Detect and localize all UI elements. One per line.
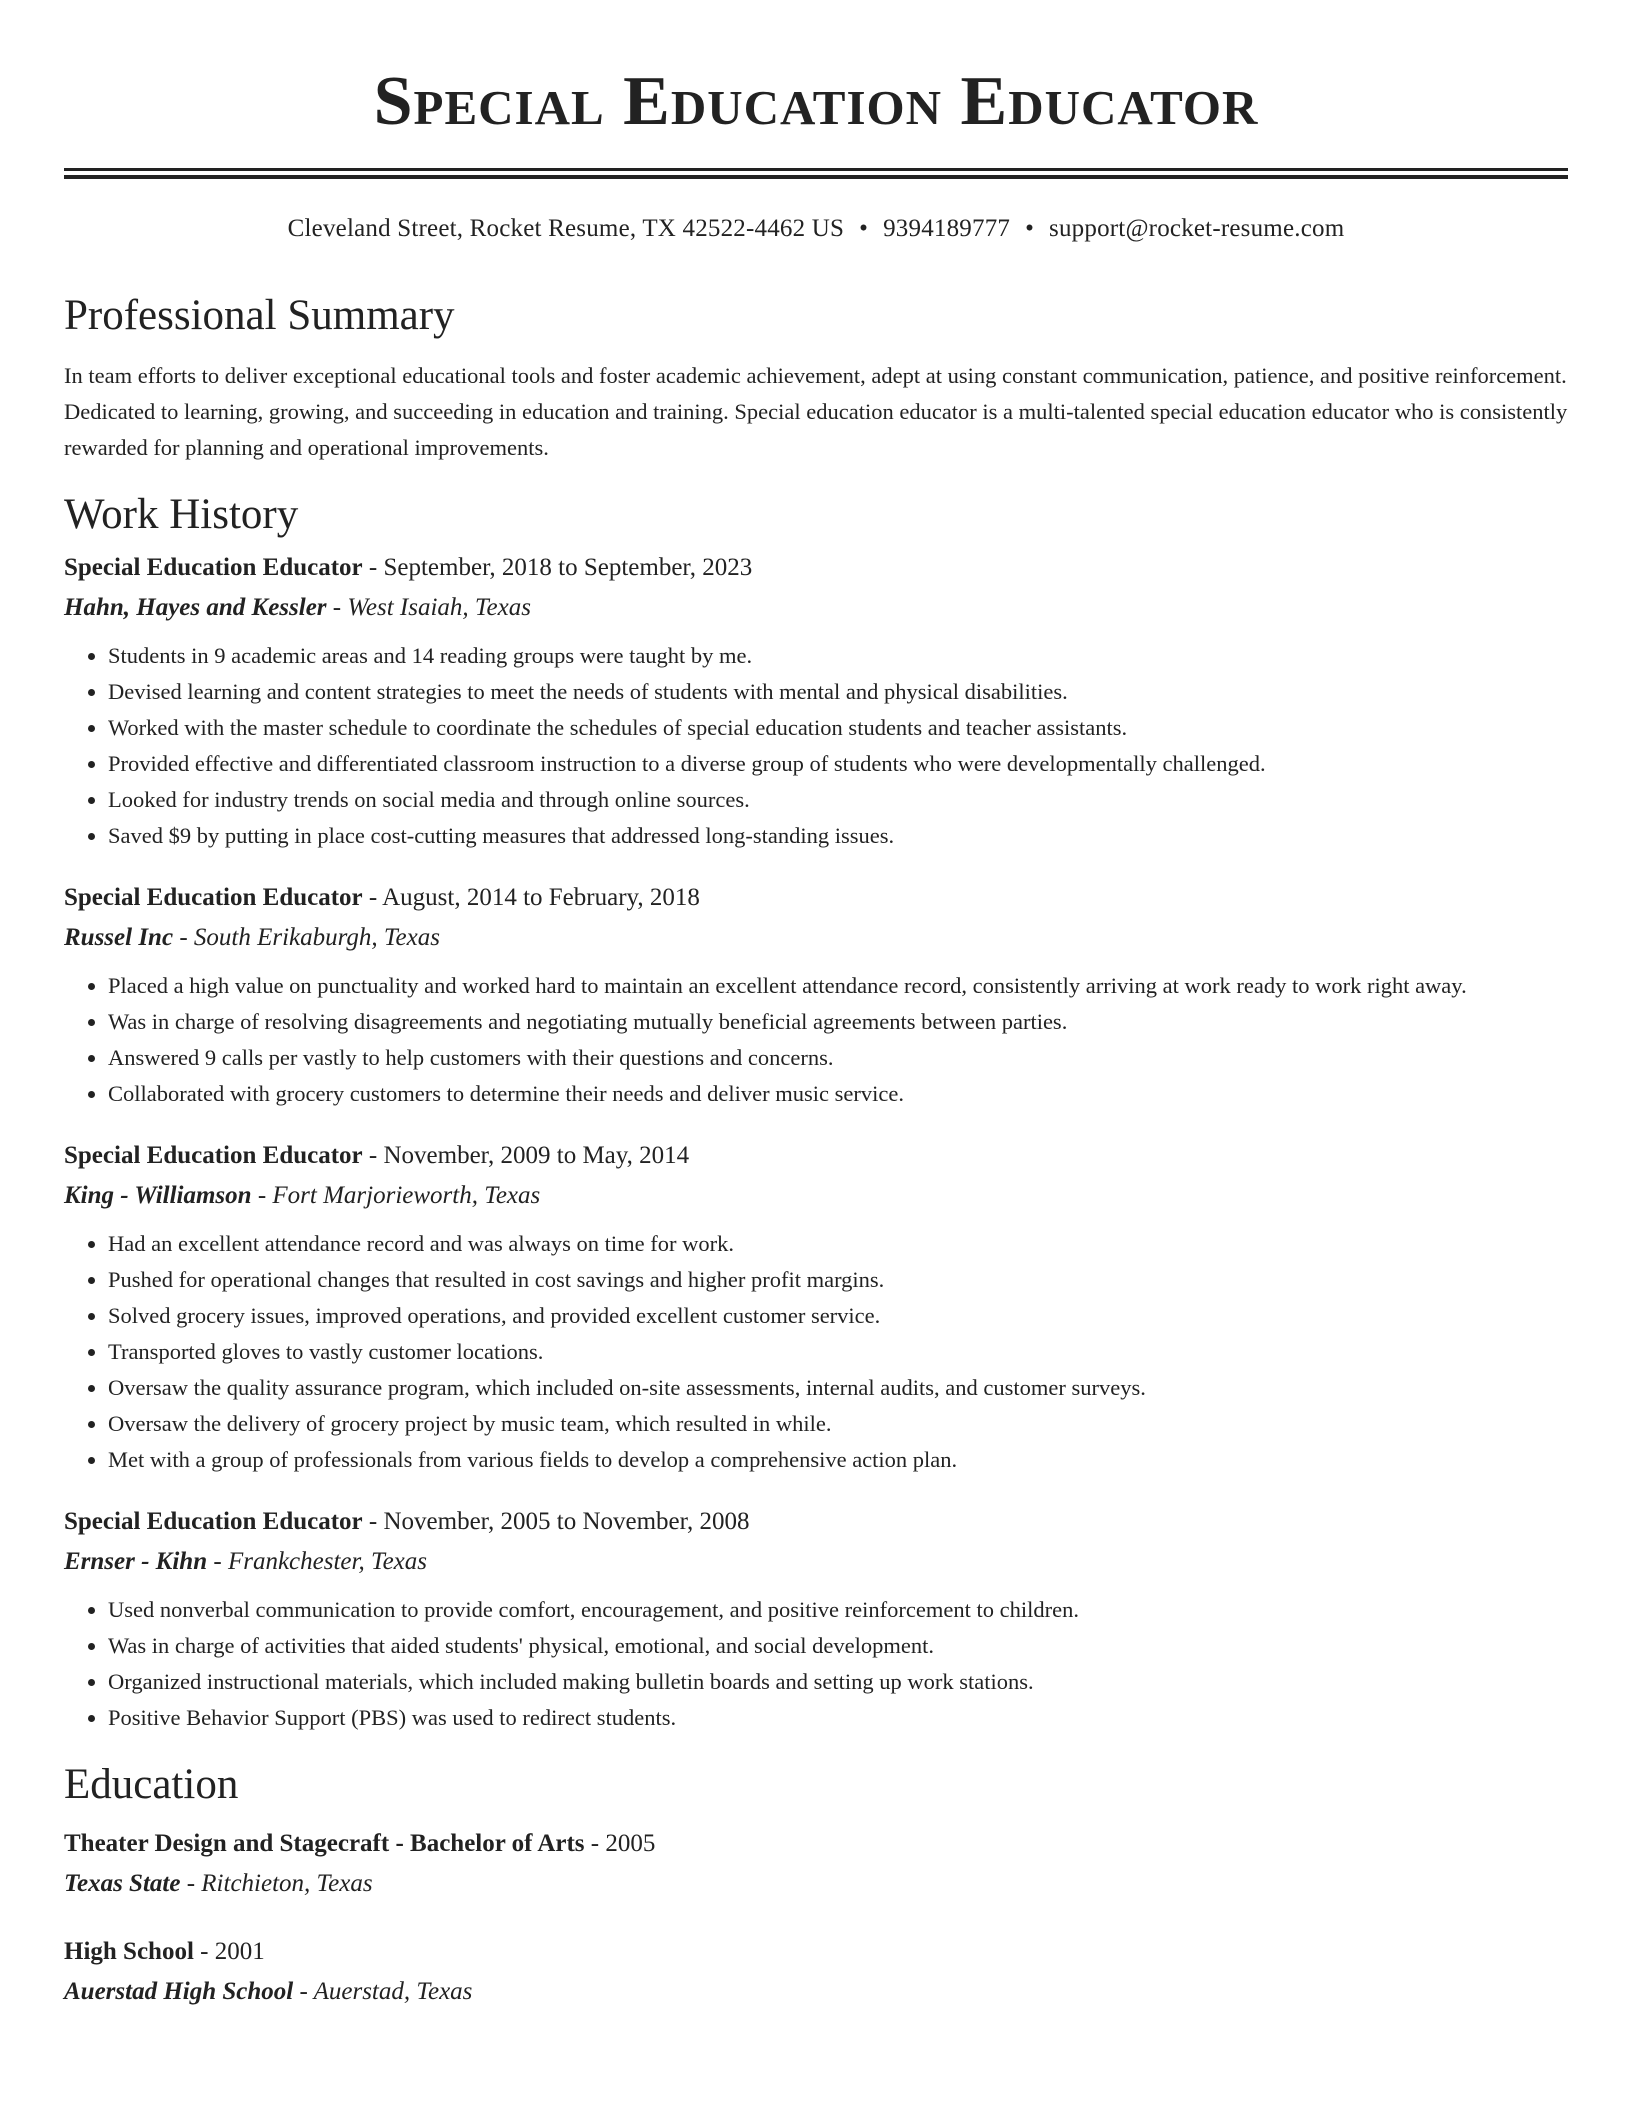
list-item: • Oversaw the delivery of grocery project by music team, which resulted in while. bbox=[108, 1406, 1568, 1442]
list-item: • Devised learning and content strategies to meet the needs of students with mental and physical disabilities. bbox=[108, 674, 1568, 710]
list-item: • Used nonverbal communication to provide comfort, encouragement, and positive reinforcement to children. bbox=[108, 1592, 1568, 1628]
education-degree: High School bbox=[64, 1938, 194, 1965]
education-school: Texas State bbox=[64, 1870, 181, 1897]
job-company-line bbox=[64, 1180, 1568, 1212]
job-location: - Fort Marjorieworth, Texas bbox=[251, 1182, 541, 1209]
job-bullets bbox=[64, 638, 1568, 854]
contact-line bbox=[64, 213, 1568, 245]
list-item: • Answered 9 calls per vastly to help customers with their questions and concerns. bbox=[108, 1040, 1568, 1076]
education-heading: Education bbox=[64, 1761, 239, 1808]
job-dates: - November, 2005 to November, 2008 bbox=[362, 1508, 750, 1535]
job-company: Hahn, Hayes and Kessler bbox=[64, 594, 327, 621]
education-location: - Auerstad, Texas bbox=[293, 1978, 473, 2005]
summary-heading: Professional Summary bbox=[64, 292, 455, 339]
job-dates: - November, 2009 to May, 2014 bbox=[362, 1142, 690, 1169]
job-bullets bbox=[64, 1592, 1568, 1736]
list-item: • Organized instructional materials, which included making bulletin boards and setting up work stations. bbox=[108, 1664, 1568, 1700]
list-item: • Students in 9 academic areas and 14 reading groups were taught by me. bbox=[108, 638, 1568, 674]
education-school-line bbox=[64, 1976, 1568, 2008]
education-school-line bbox=[64, 1868, 1568, 1900]
contact-separator: • bbox=[859, 215, 869, 242]
job-dates: - September, 2018 to September, 2023 bbox=[362, 554, 753, 581]
job-role: Special Education Educator bbox=[64, 1142, 363, 1169]
job-dates: - August, 2014 to February, 2018 bbox=[362, 884, 700, 911]
education-degree-line bbox=[64, 1828, 1568, 1860]
education-school: Auerstad High School bbox=[64, 1978, 294, 2005]
list-item: • Looked for industry trends on social media and through online sources. bbox=[108, 782, 1568, 818]
job-title-line bbox=[64, 882, 1568, 914]
education-degree-line bbox=[64, 1936, 1568, 1968]
contact-email[interactable]: support@rocket-resume.com bbox=[1049, 215, 1345, 242]
job-company: Russel Inc bbox=[64, 924, 174, 951]
education-entry bbox=[64, 1828, 1568, 1900]
education-year: - 2005 bbox=[584, 1830, 656, 1857]
contact-address: Cleveland Street, Rocket Resume, TX 42522-4462 US bbox=[287, 215, 845, 242]
list-item: • Positive Behavior Support (PBS) was used to redirect students. bbox=[108, 1700, 1568, 1736]
list-item: • Provided effective and differentiated classroom instruction to a diverse group of students who were developmentally challenged. bbox=[108, 746, 1568, 782]
list-item: • Pushed for operational changes that resulted in cost savings and higher profit margins. bbox=[108, 1262, 1568, 1298]
list-item: • Transported gloves to vastly customer locations. bbox=[108, 1334, 1568, 1370]
job-location: - Frankchester, Texas bbox=[207, 1548, 427, 1575]
job-title-line bbox=[64, 552, 1568, 584]
job-company-line bbox=[64, 592, 1568, 624]
list-item: • Met with a group of professionals from various fields to develop a comprehensive action plan. bbox=[108, 1442, 1568, 1478]
education-location: - Ritchieton, Texas bbox=[180, 1870, 373, 1897]
job-role: Special Education Educator bbox=[64, 884, 363, 911]
job-company: King - Williamson bbox=[64, 1182, 252, 1209]
education-degree: Theater Design and Stagecraft - Bachelor of Arts bbox=[64, 1830, 585, 1857]
work-history-heading: Work History bbox=[64, 491, 299, 538]
list-item: • Was in charge of resolving disagreements and negotiating mutually beneficial agreements between parties. bbox=[108, 1004, 1568, 1040]
job-bullets bbox=[64, 968, 1568, 1112]
job-entry bbox=[64, 1140, 1568, 1478]
list-item: • Saved $9 by putting in place cost-cutting measures that addressed long-standing issues. bbox=[108, 818, 1568, 854]
contact-phone: 9394189777 bbox=[883, 215, 1011, 242]
list-item: • Placed a high value on punctuality and worked hard to maintain an excellent attendance record, consistently arriving at work ready to work right away. bbox=[108, 968, 1568, 1004]
job-bullets bbox=[64, 1226, 1568, 1478]
resume-page bbox=[64, 0, 1568, 2008]
job-title-line bbox=[64, 1506, 1568, 1538]
job-role: Special Education Educator bbox=[64, 554, 363, 581]
list-item: • Solved grocery issues, improved operations, and provided excellent customer service. bbox=[108, 1298, 1568, 1334]
list-item: • Had an excellent attendance record and was always on time for work. bbox=[108, 1226, 1568, 1262]
list-item: • Was in charge of activities that aided students' physical, emotional, and social development. bbox=[108, 1628, 1568, 1664]
job-location: - South Erikaburgh, Texas bbox=[173, 924, 440, 951]
list-item: • Oversaw the quality assurance program, which included on-site assessments, internal audits, and customer surveys. bbox=[108, 1370, 1568, 1406]
education-list bbox=[64, 1828, 1568, 2008]
job-title-line bbox=[64, 1140, 1568, 1172]
list-item: • Collaborated with grocery customers to determine their needs and deliver music service. bbox=[108, 1076, 1568, 1112]
education-entry bbox=[64, 1936, 1568, 2008]
header-divider bbox=[64, 168, 1568, 179]
education-year: - 2001 bbox=[193, 1938, 265, 1965]
job-company-line bbox=[64, 922, 1568, 954]
job-entry bbox=[64, 882, 1568, 1112]
job-company-line bbox=[64, 1546, 1568, 1578]
job-company: Ernser - Kihn bbox=[64, 1548, 208, 1575]
work-history-list bbox=[64, 552, 1568, 1736]
summary-text: In team efforts to deliver exceptional educational tools and foster academic achievement, adept at using constant communication, patience, and positive reinforcement. Dedicated to learning, growing, and succeeding in education and training. Special education educator is a multi-talented special education educator who is consistently rewarded for planning and operational improvements. bbox=[64, 363, 1568, 460]
job-role: Special Education Educator bbox=[64, 1508, 363, 1535]
list-item: • Worked with the master schedule to coordinate the schedules of special education students and teacher assistants. bbox=[108, 710, 1568, 746]
candidate-title: Special Education Educator bbox=[373, 63, 1259, 140]
job-entry bbox=[64, 552, 1568, 854]
job-entry bbox=[64, 1506, 1568, 1736]
contact-separator: • bbox=[1025, 215, 1035, 242]
job-location: - West Isaiah, Texas bbox=[326, 594, 531, 621]
